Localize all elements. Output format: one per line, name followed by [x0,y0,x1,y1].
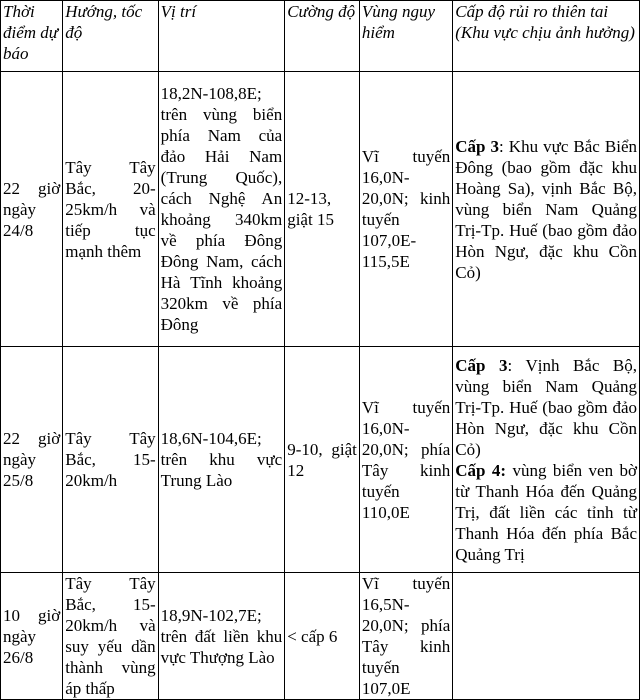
risk-level: Cấp 3 [455,355,508,375]
header-time: Thời điểm dự báo [1,1,63,72]
cell-position: 18,6N-104,6E; trên khu vực Trung Lào [158,347,285,573]
cell-position: 18,2N-108,8E; trên vùng biển phía Nam của đảo Hải Nam (Trung Quốc), cách Nghệ An khoảng 340km về phía Đông Đông Nam, cách Hà Tĩnh khoảng 320km về phía Đông [158,72,285,347]
risk-text: : Vịnh Bắc Bộ, vùng biển Nam Quảng Trị-Tp. Huế (bao gồm đảo Hòn Ngư, đặc khu Cồn Cỏ) [455,355,638,459]
cell-risk [453,573,640,700]
cell-intensity: 12-13, giật 15 [285,72,360,347]
risk-entry [455,136,637,283]
table-header-row [1,1,640,72]
cell-risk [453,72,640,347]
cell-time: 22 giờ ngày 25/8 [1,347,63,573]
cell-intensity: < cấp 6 [285,573,360,700]
cell-direction: Tây Tây Bắc, 15-20km/h và suy yếu dần thành vùng áp thấp [63,573,158,700]
header-position: Vị trí [158,1,285,72]
cell-time: 10 giờ ngày 26/8 [1,573,63,700]
cell-direction: Tây Tây Bắc, 20-25km/h và tiếp tục mạnh thêm [63,72,158,347]
risk-level: Cấp 4: [455,460,507,480]
cell-position: 18,9N-102,7E; trên đất liền khu vực Thượng Lào [158,573,285,700]
table-row [1,72,640,347]
risk-entry [455,355,637,460]
header-risk-level: Cấp độ rủi ro thiên tai (Khu vực chịu ảnh hưởng) [453,1,640,72]
cell-time: 22 giờ ngày 24/8 [1,72,63,347]
cell-danger-zone: Vĩ tuyến 16,5N-20,0N; phía Tây kinh tuyến 107,0E [359,573,452,700]
cell-danger-zone: Vĩ tuyến 16,0N-20,0N; kinh tuyến 107,0E-115,5E [359,72,452,347]
header-intensity: Cường độ [285,1,360,72]
cell-risk [453,347,640,573]
cell-danger-zone: Vĩ tuyến 16,0N-20,0N; phía Tây kinh tuyến 110,0E [359,347,452,573]
header-direction: Hướng, tốc độ [63,1,158,72]
risk-text: vùng biển ven bờ từ Thanh Hóa đến Quảng Trị, đất liền các tỉnh từ Thanh Hóa đến phía Bắc Quảng Trị [455,460,637,564]
risk-entry [455,460,637,565]
cell-direction: Tây Tây Bắc, 15-20km/h [63,347,158,573]
table-row [1,347,640,573]
header-danger-zone: Vùng nguy hiểm [359,1,452,72]
risk-text: : Khu vực Bắc Biển Đông (bao gồm đặc khu Hoàng Sa), vịnh Bắc Bộ, vùng biển Nam Quảng Trị-Tp. Huế (bao gồm đảo Hòn Ngư, đặc khu Cồn Cỏ) [455,136,638,282]
cell-intensity: 9-10, giật 12 [285,347,360,573]
table-row [1,573,640,700]
risk-level: Cấp 3 [455,136,500,156]
